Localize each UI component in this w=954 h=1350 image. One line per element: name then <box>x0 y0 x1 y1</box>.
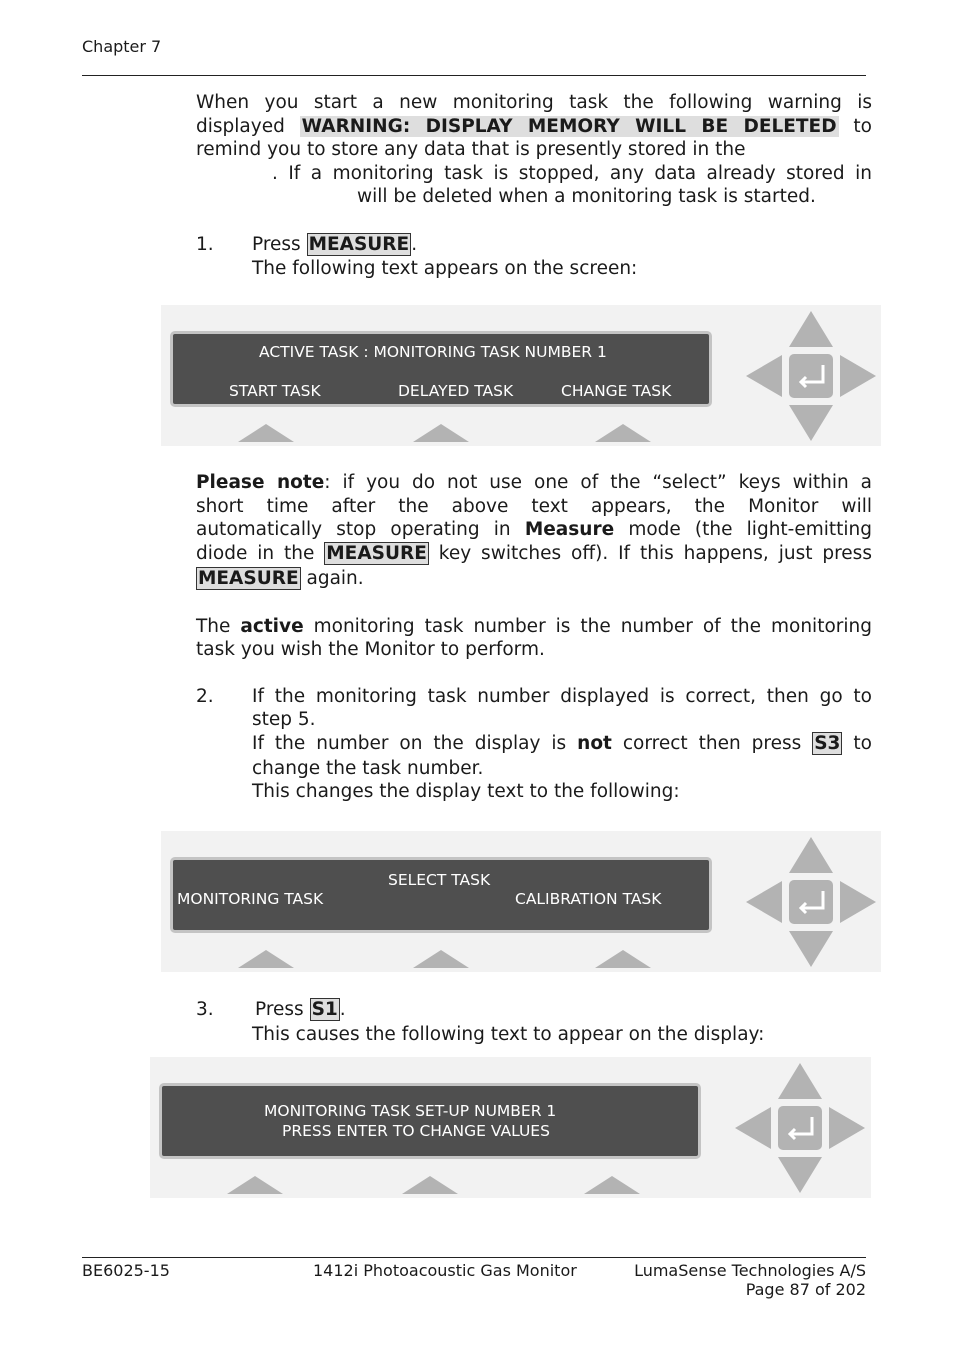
step2-line-5: This changes the display text to the following: <box>252 781 680 802</box>
lcd2-right: CALIBRATION TASK <box>515 890 662 908</box>
step1-line-2: The following text appears on the screen: <box>252 258 638 279</box>
note-line-1: Please note: if you do not use one of the “select” keys within a <box>196 472 872 493</box>
step2-line-2: step 5. <box>252 709 316 730</box>
measure-key: MEASURE <box>198 568 299 589</box>
step3-line-2: This causes the following text to appear on the display: <box>252 1024 765 1045</box>
note-line-3: automatically stop operating in Measure mode (the light-emitting <box>196 519 873 540</box>
s1-key: S1 <box>311 999 338 1020</box>
display-panel-3 <box>150 1057 871 1198</box>
measure-key: MEASURE <box>308 234 410 255</box>
intro-line-3: remind you to store any data that is presently stored in the <box>196 139 746 160</box>
footer-product: 1412i Photoacoustic Gas Monitor <box>313 1261 577 1280</box>
measure-key: MEASURE <box>326 543 427 564</box>
arrow-up-icon[interactable] <box>778 1063 822 1099</box>
warning-text: WARNING: DISPLAY MEMORY WILL BE DELETED <box>301 116 837 137</box>
step1-number: 1. <box>196 234 214 255</box>
intro-line-2: displayed WARNING: DISPLAY MEMORY WILL BE DELETED to <box>196 116 872 137</box>
step2-number: 2. <box>196 686 214 707</box>
note-line-2: short time after the above text appears, the Monitor will <box>196 496 872 517</box>
lcd2-left: MONITORING TASK <box>177 890 324 908</box>
lcd1-soft-2: DELAYED TASK <box>398 382 514 400</box>
softkey-s1-icon[interactable] <box>238 950 294 968</box>
intro-line-5: will be deleted when a monitoring task is started. <box>357 186 816 207</box>
softkey-s1-icon[interactable] <box>227 1176 283 1194</box>
step2-line-1: If the monitoring task number displayed is correct, then go to <box>252 686 872 707</box>
arrow-down-icon[interactable] <box>789 405 833 441</box>
lcd3-line-1: MONITORING TASK SET-UP NUMBER 1 <box>264 1102 557 1120</box>
softkey-s2-icon[interactable] <box>402 1176 458 1194</box>
arrow-right-icon[interactable] <box>840 355 876 397</box>
lcd1-soft-3: CHANGE TASK <box>561 382 672 400</box>
arrow-down-icon[interactable] <box>778 1157 822 1193</box>
footer-rule <box>82 1257 866 1258</box>
softkey-s2-icon[interactable] <box>413 950 469 968</box>
active-line-1: The active monitoring task number is the number of the monitoring <box>196 616 872 637</box>
softkey-s3-icon[interactable] <box>595 950 651 968</box>
display-panel-1 <box>161 305 881 446</box>
lcd3-line-2: PRESS ENTER TO CHANGE VALUES <box>282 1122 550 1140</box>
note-line-5: MEASURE again. <box>198 568 364 589</box>
arrow-left-icon[interactable] <box>735 1107 771 1149</box>
softkey-s1-icon[interactable] <box>238 424 294 442</box>
arrow-up-icon[interactable] <box>789 311 833 347</box>
header-rule <box>82 75 866 76</box>
enter-icon[interactable] <box>778 1106 822 1150</box>
active-line-2: task you wish the Monitor to perform. <box>196 639 545 660</box>
enter-icon[interactable] <box>789 880 833 924</box>
intro-line-1: When you start a new monitoring task the following warning is <box>196 92 872 113</box>
arrow-up-icon[interactable] <box>789 837 833 873</box>
arrow-left-icon[interactable] <box>746 881 782 923</box>
softkey-s2-icon[interactable] <box>413 424 469 442</box>
lcd2-line-1: SELECT TASK <box>388 871 491 889</box>
softkey-s3-icon[interactable] <box>595 424 651 442</box>
keypad-1 <box>161 305 881 446</box>
step3-number: 3. <box>196 999 214 1020</box>
arrow-left-icon[interactable] <box>746 355 782 397</box>
lcd1-soft-1: START TASK <box>229 382 321 400</box>
note-line-4: diode in the MEASURE key switches off). If this happens, just press <box>196 543 872 564</box>
chapter-header: Chapter 7 <box>82 37 162 56</box>
keypad-2 <box>161 831 881 972</box>
lcd1-line-1: ACTIVE TASK : MONITORING TASK NUMBER 1 <box>259 343 607 361</box>
footer-doc-id: BE6025-15 <box>82 1261 170 1280</box>
softkey-s3-icon[interactable] <box>584 1176 640 1194</box>
s3-key: S3 <box>814 733 841 754</box>
arrow-right-icon[interactable] <box>840 881 876 923</box>
footer-company: LumaSense Technologies A/S <box>634 1261 866 1280</box>
keypad-3 <box>150 1057 871 1198</box>
arrow-down-icon[interactable] <box>789 931 833 967</box>
step3-line-1: Press S1 . <box>255 999 346 1020</box>
arrow-right-icon[interactable] <box>829 1107 865 1149</box>
step2-line-3: If the number on the display is not correct then press S3 to <box>252 733 872 754</box>
enter-icon[interactable] <box>789 354 833 398</box>
step2-line-4: change the task number. <box>252 758 484 779</box>
display-panel-2 <box>161 831 881 972</box>
intro-line-4: . If a monitoring task is stopped, any data already stored in <box>272 163 872 184</box>
step1-line-1: Press MEASURE . <box>252 234 418 255</box>
footer-page-number: Page 87 of 202 <box>745 1280 866 1299</box>
